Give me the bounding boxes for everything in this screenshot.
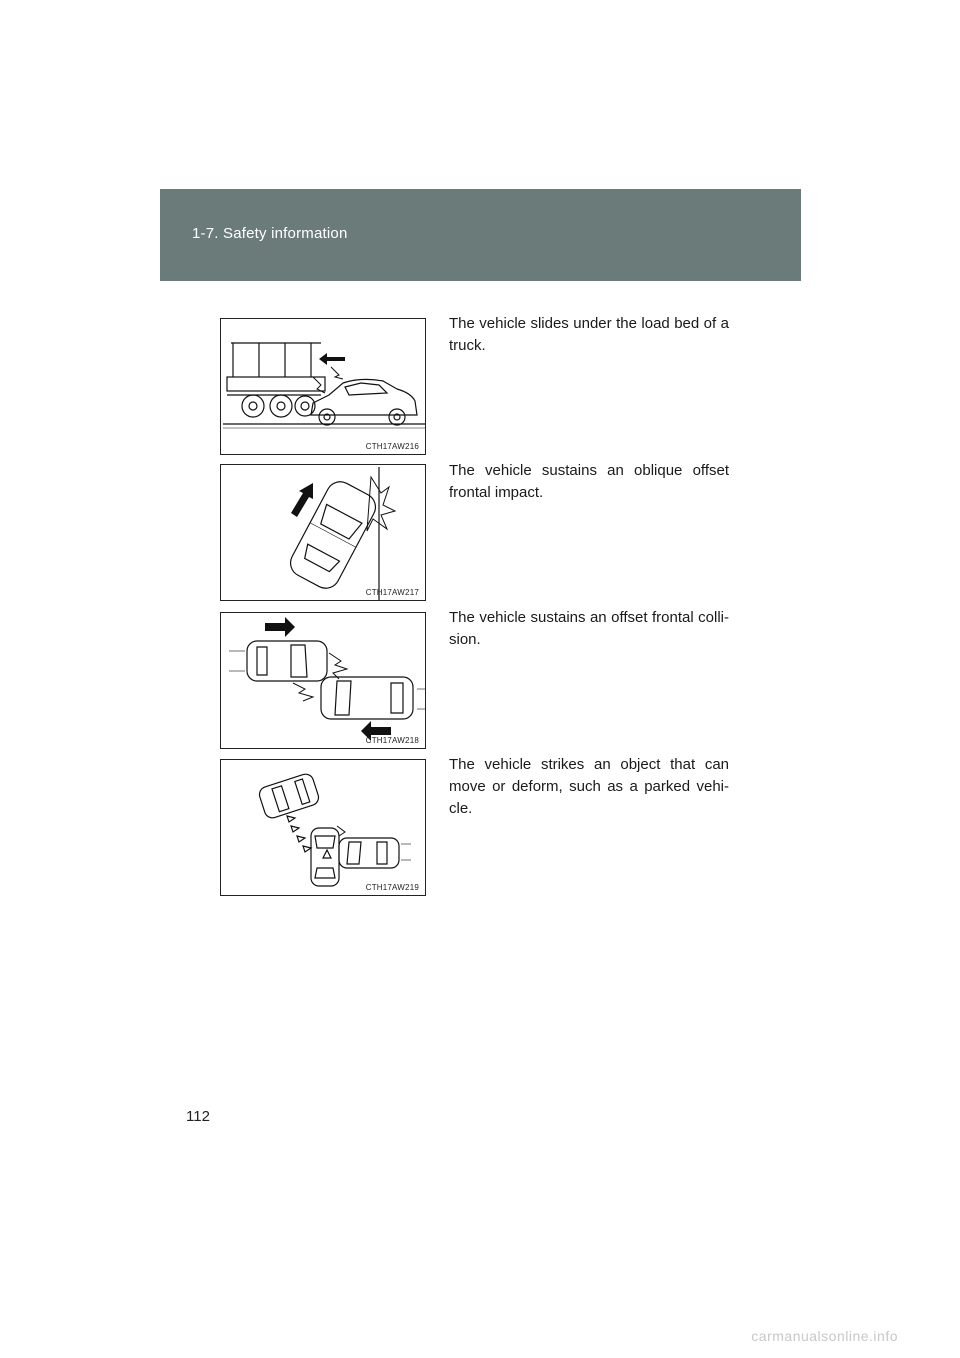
illustration-strike-parked-vehicle xyxy=(220,759,426,896)
watermark: carmanualsonline.info xyxy=(751,1328,898,1344)
section-header-bar xyxy=(160,189,801,281)
page-number: 112 xyxy=(186,1108,210,1125)
item-description: The vehicle strikes an object that can move or deform, such as a parked vehi-cle. xyxy=(449,756,729,817)
illustration-oblique-offset-impact xyxy=(220,464,426,601)
item-description: The vehicle slides under the load bed of a truck. xyxy=(449,315,729,354)
illustration-offset-frontal-collision xyxy=(220,612,426,749)
figure-code: CTH17AW217 xyxy=(365,588,419,597)
item-description: The vehicle sustains an offset frontal colli-sion. xyxy=(449,609,729,648)
item-description: The vehicle sustains an oblique offset frontal impact. xyxy=(449,462,729,501)
figure-code: CTH17AW219 xyxy=(365,883,419,892)
section-title: 1-7. Safety information xyxy=(192,225,348,242)
illustration-car-under-truck xyxy=(220,318,426,455)
figure-code: CTH17AW216 xyxy=(365,442,419,451)
figure-code: CTH17AW218 xyxy=(365,736,419,745)
